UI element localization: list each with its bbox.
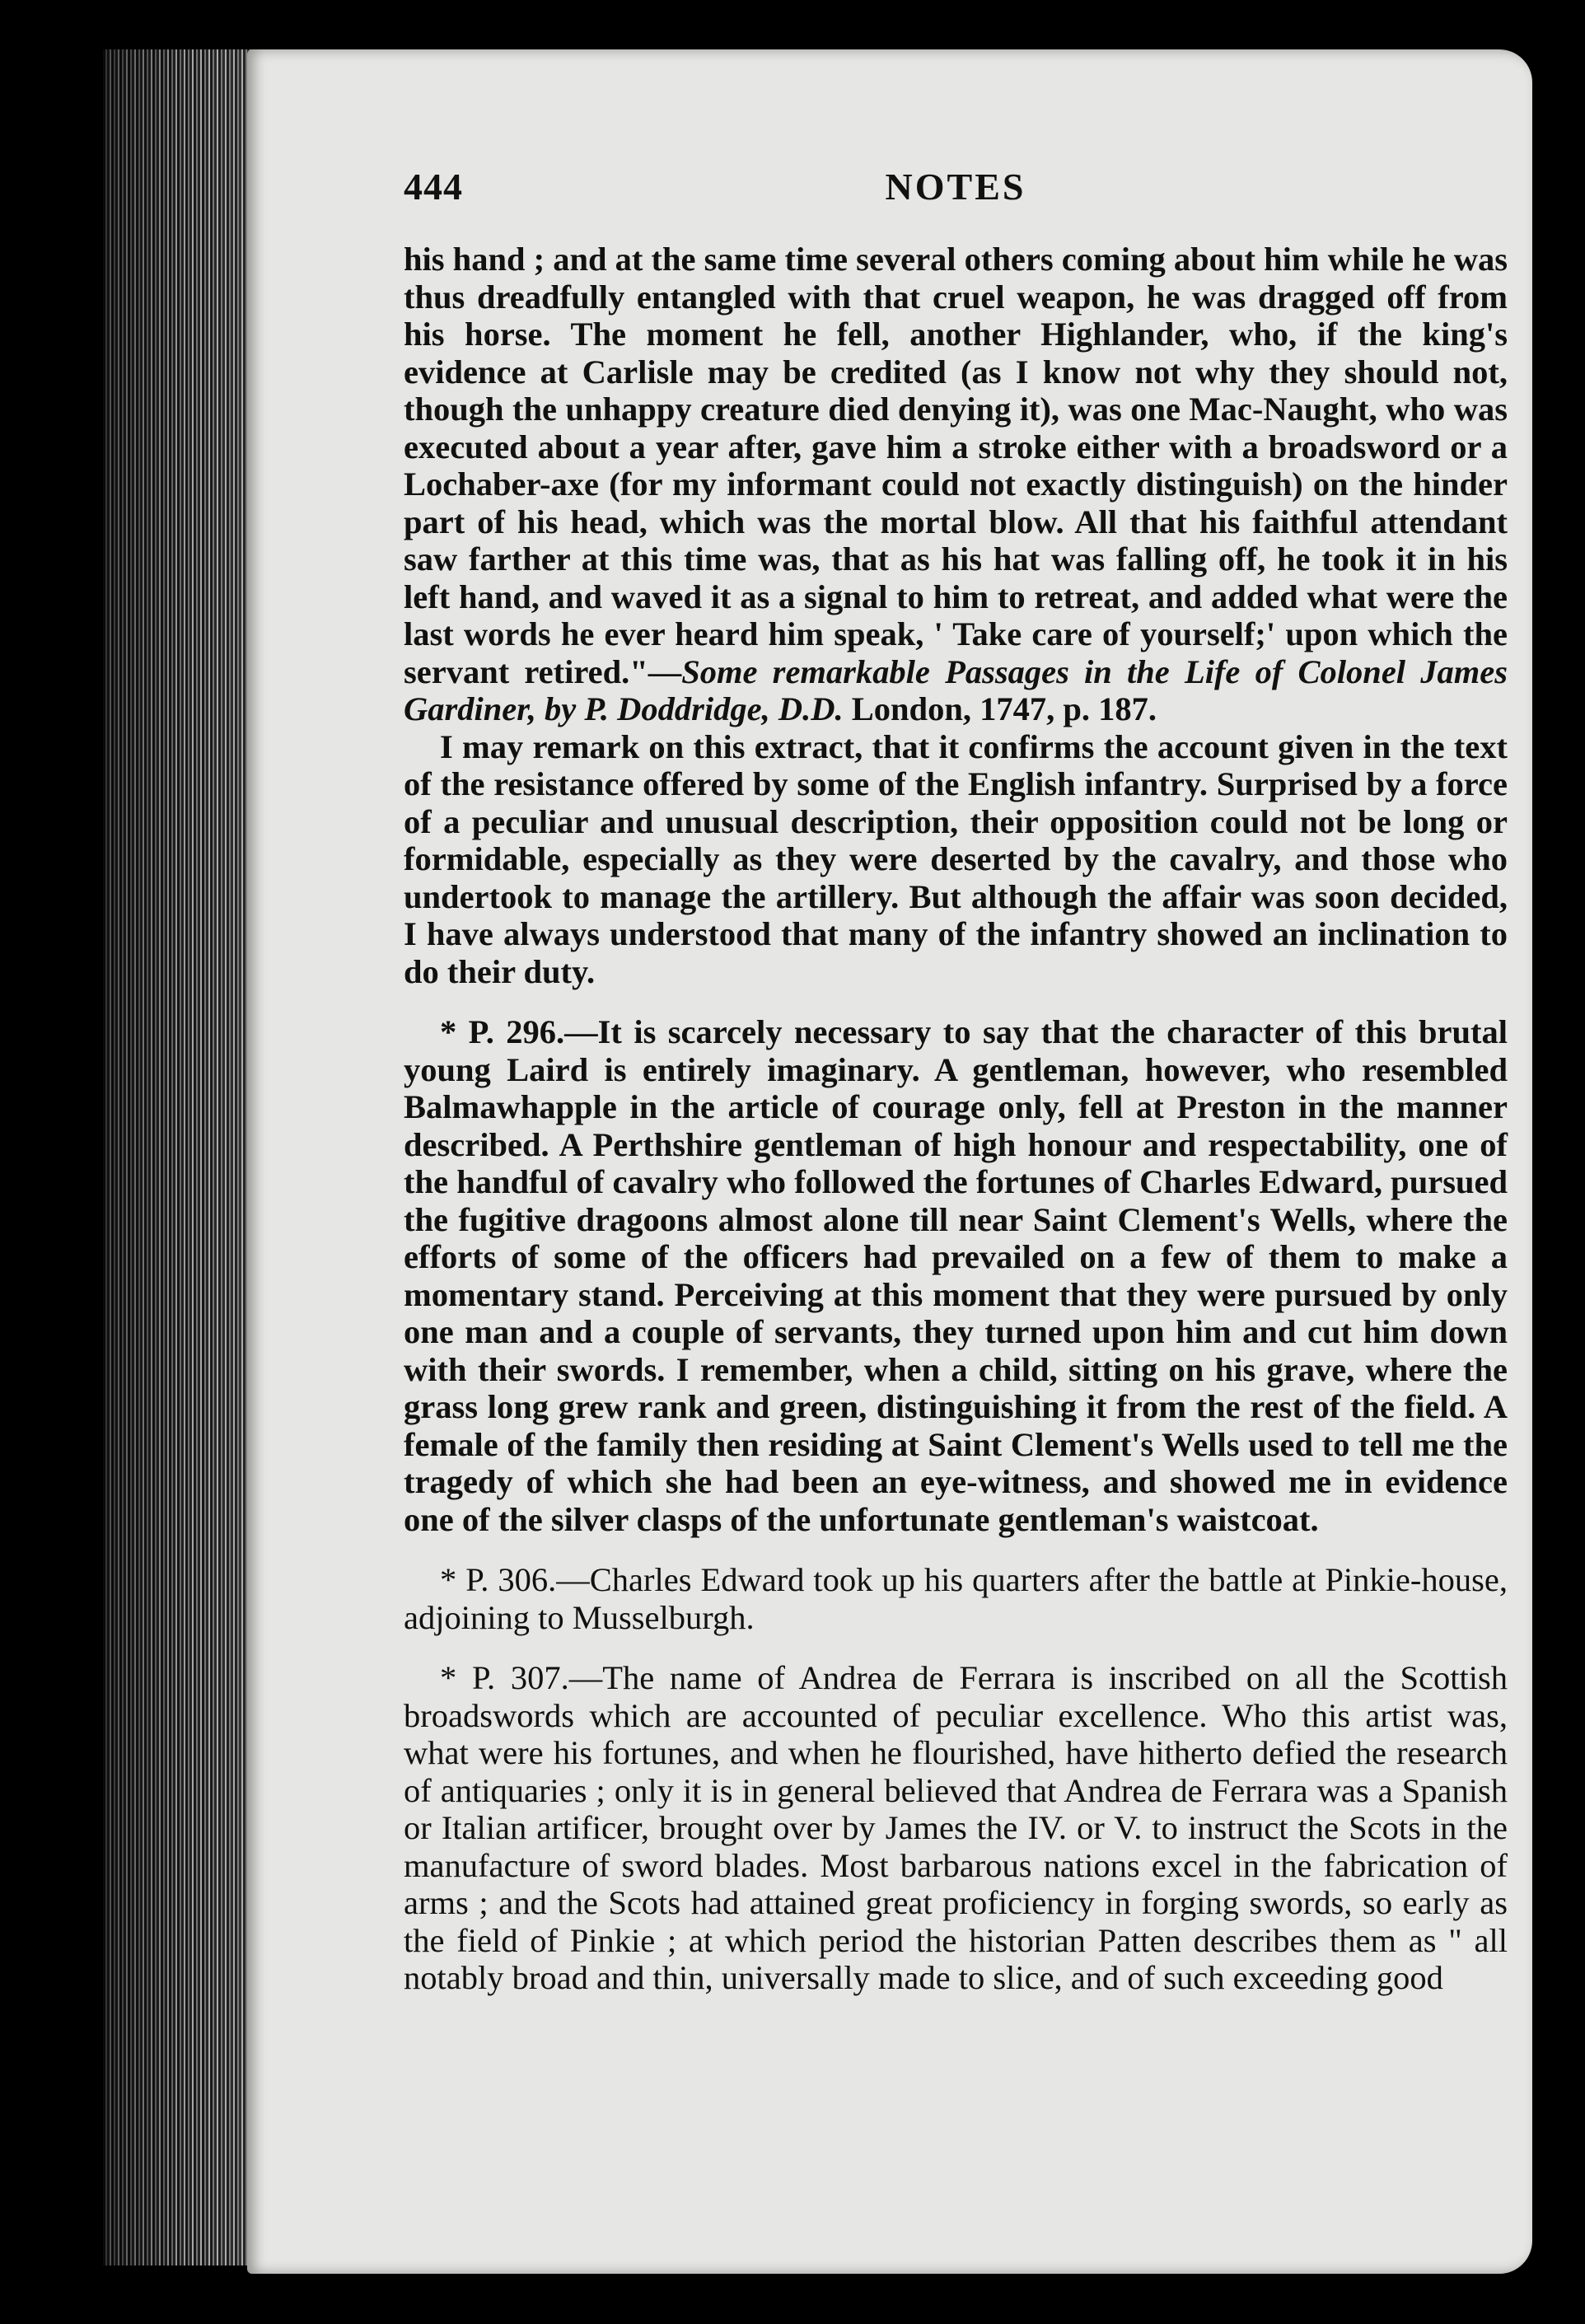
paragraph-note-307: * P. 307.—The name of Andrea de Ferrara is inscribed on all the Scottish broadswords which are accounted of peculiar excellence. Who this artist was, what were his fortunes, and when he flourished, have hitherto defied the research of antiquaries ; only it is in general believed that Andrea de Ferrara was a Spanish or Italian artificer, brought over by James the IV. or V. to instruct the Scots in the manufacture of sword blades. Most barbarous nations excel in the fabrication of arms ; and the Scots had attained great proficiency in forging swords, so early as the field of Pinkie ; at which period the historian Patten describes them as " all notably broad and thin, universally made to slice, and of such exceeding good — [404, 1659, 1508, 1996]
body-text — [404, 241, 1508, 1997]
book-page-edges — [103, 49, 259, 2266]
page-content — [404, 165, 1508, 1997]
paragraph-note-306: * P. 306.—Charles Edward took up his quarters after the battle at Pinkie-house, adjoining to Musselburgh. — [404, 1561, 1508, 1636]
paragraph-1-citation-tail: London, 1747, p. 187. — [843, 690, 1157, 727]
paragraph-2: I may remark on this extract, that it confirms the account given in the text of the resistance offered by some of the English infantry. Surprised by a force of a peculiar and unusual description, their opposition could not be long or formidable, especially as they were deserted by the cavalry, and those who undertook to manage the artillery. But although the affair was soon decided, I have always understood that many of the infantry showed an inclination to do their duty. — [404, 727, 1508, 990]
page-title: NOTES — [885, 166, 1026, 208]
paragraph-1-text: his hand ; and at the same time several others coming about him while he was thus dreadfully entangled with that cruel weapon, he was dragged off from his horse. The moment he fell, another Highlander, who, if the king's evidence at Carlisle may be credited (as I know not why they should not, though the unhappy creature died denying it), was one Mac-Naught, who was executed about a year after, gave him a stroke either with a broadsword or a Lochaber-axe (for my informant could not exactly distinguish) on the hinder part of his head, which was the mortal blow. All that his faithful attendant saw farther at this time was, that as his hat was falling off, he took it in his left hand, and waved it as a signal to him to retreat, and added what were the last words he ever heard him speak, ' Take care of yourself;' upon which the servant retired."— — [404, 241, 1508, 690]
running-head — [404, 165, 1508, 222]
book-page — [247, 49, 1532, 2274]
paragraph-1 — [404, 241, 1508, 728]
paragraph-1-citation: Some remarkable Passages in the Life of Colonel James Gardiner, by P. Doddridge, D.D. — [404, 652, 1508, 727]
page-number: 444 — [404, 166, 463, 208]
paragraph-note-296: * P. 296.—It is scarcely necessary to say that the character of this brutal young Laird is entirely imaginary. A gentleman, however, who resembled Balmawhapple in the article of courage only, fell at Preston in the manner described. A Perthshire gentleman of high honour and respectability, one of the handful of cavalry who followed the fortunes of Charles Edward, pursued the fugitive dragoons almost alone till near Saint Clement's Wells, where the efforts of some of the officers had prevailed on a few of them to make a momentary stand. Perceiving at this moment that they were pursued by only one man and a couple of servants, they turned upon him and cut him down with their swords. I remember, when a child, sitting on his grave, where the grass long grew rank and green, distinguishing it from the rest of the field. A female of the family then residing at Saint Clement's Wells used to tell me the tragedy of which she had been an eye-witness, and showed me in evidence one of the silver clasps of the unfortunate gentleman's waistcoat. — [404, 1013, 1508, 1538]
